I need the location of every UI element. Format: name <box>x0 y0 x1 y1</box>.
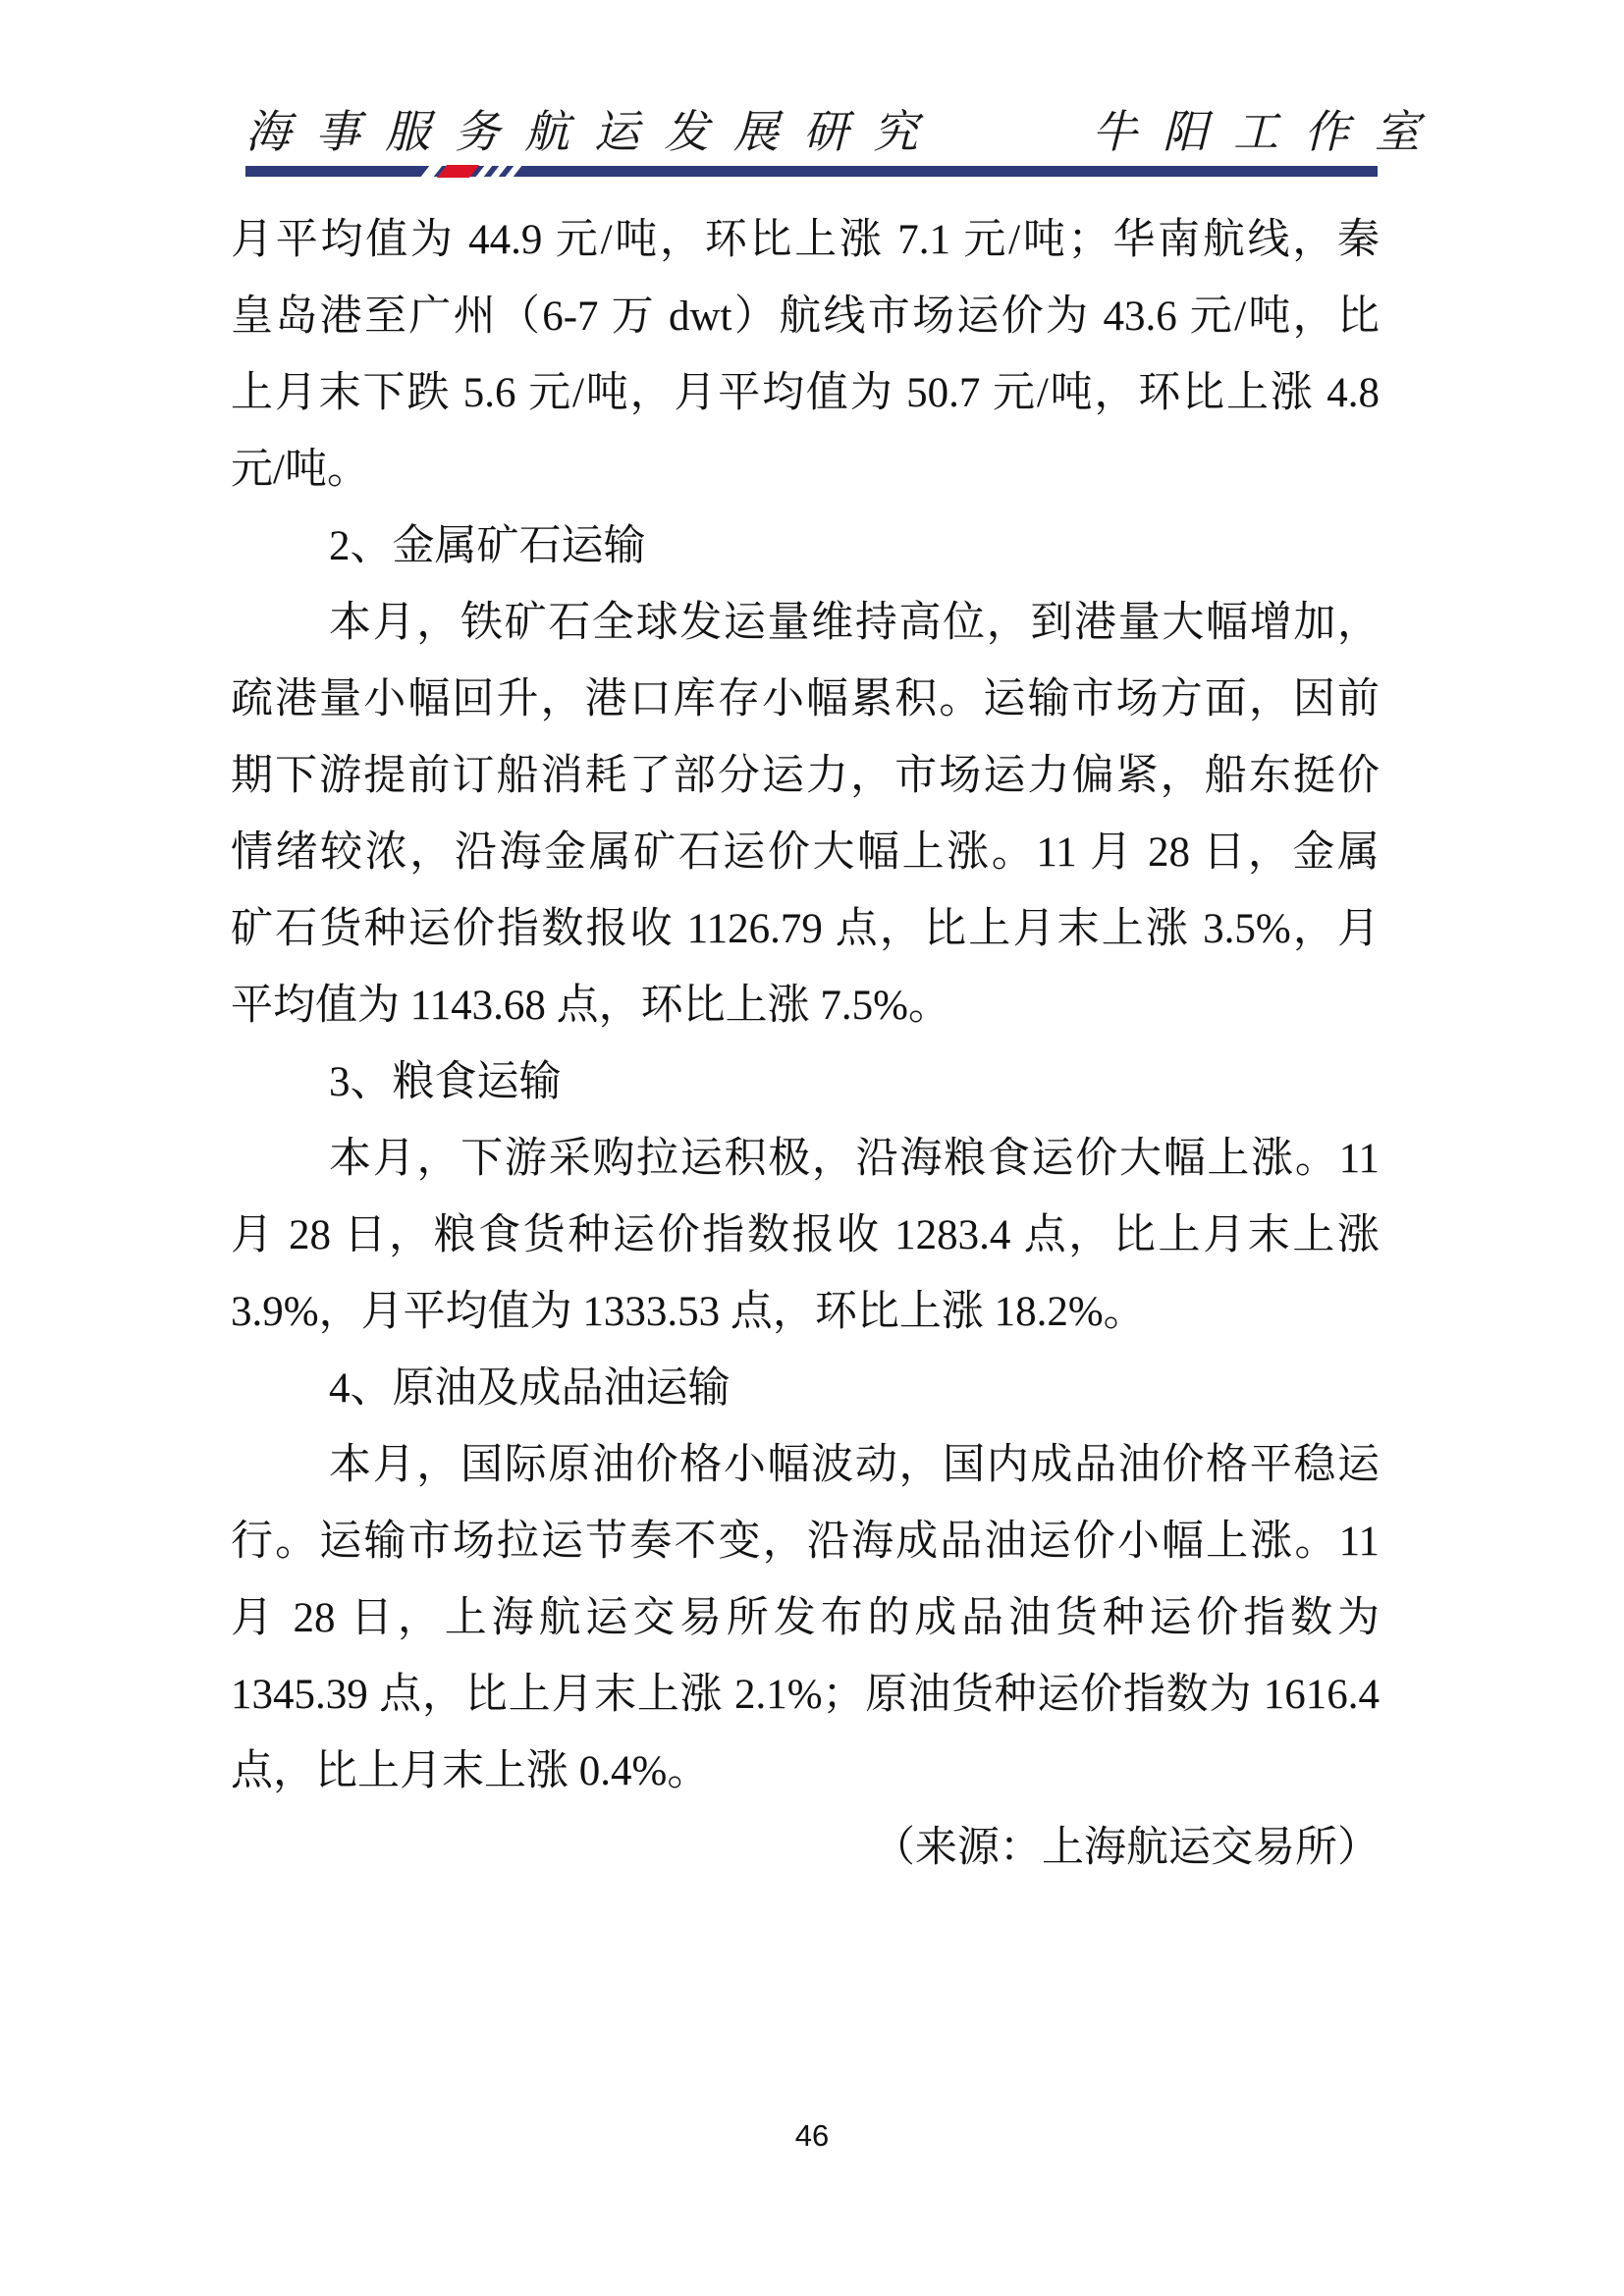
source-attribution: （来源：上海航运交易所） <box>873 1825 1380 1871</box>
body-line: 点，比上月末上涨 0.4%。 <box>231 1748 710 1794</box>
section-heading: 2、金属矿石运输 <box>329 523 646 569</box>
body-line: 矿石货种运价指数报收 1126.79 点，比上月末上涨 3.5%，月 <box>231 906 1380 952</box>
body-line: 元/吨。 <box>231 447 369 493</box>
body-line: 疏港量小幅回升，港口库存小幅累积。运输市场方面，因前 <box>231 676 1380 722</box>
body-line: 月平均值为 44.9 元/吨，环比上涨 7.1 元/吨；华南航线，秦 <box>231 217 1380 263</box>
body-line: 行。运输市场拉运节奏不变，沿海成品油运价小幅上涨。11 <box>231 1519 1380 1565</box>
header-rule-bar <box>245 166 1378 177</box>
body-line: 本月，铁矿石全球发运量维持高位，到港量大幅增加， <box>329 600 1380 646</box>
body-line: 情绪较浓，沿海金属矿石运价大幅上涨。11 月 28 日，金属 <box>231 829 1380 876</box>
section-heading: 3、粮食运输 <box>329 1059 562 1105</box>
body-line: 平均值为 1143.68 点，环比上涨 7.5%。 <box>231 983 950 1029</box>
section-heading: 4、原油及成品油运输 <box>329 1365 731 1412</box>
body-line: 皇岛港至广州（6-7 万 dwt）航线市场运价为 43.6 元/吨，比 <box>231 294 1380 340</box>
body-line: 1345.39 点，比上月末上涨 2.1%；原油货种运价指数为 1616.4 <box>231 1672 1380 1718</box>
body-line: 月 28 日，粮食货种运价指数报收 1283.4 点，比上月末上涨 <box>231 1212 1380 1258</box>
body-line: 月 28 日，上海航运交易所发布的成品油货种运价指数为 <box>231 1595 1380 1641</box>
body-line: 3.9%，月平均值为 1333.53 点，环比上涨 18.2%。 <box>231 1289 1146 1335</box>
page-header <box>245 96 1445 161</box>
page-number: 46 <box>794 2118 830 2153</box>
body-line: 上月末下跌 5.6 元/吨，月平均值为 50.7 元/吨，环比上涨 4.8 <box>231 370 1380 416</box>
body-line: 本月，国际原油价格小幅波动，国内成品油价格平稳运 <box>329 1442 1380 1488</box>
body-line: 本月，下游采购拉运积极，沿海粮食运价大幅上涨。11 <box>329 1136 1380 1182</box>
header-right-title: 牛阳工作室 <box>1092 107 1445 157</box>
body-line: 期下游提前订船消耗了部分运力，市场运力偏紧，船东挺价 <box>231 753 1380 799</box>
document-body <box>231 202 1380 1887</box>
rule-red-accent-icon <box>437 165 479 178</box>
header-left-title: 海事服务航运发展研究 <box>245 107 943 157</box>
